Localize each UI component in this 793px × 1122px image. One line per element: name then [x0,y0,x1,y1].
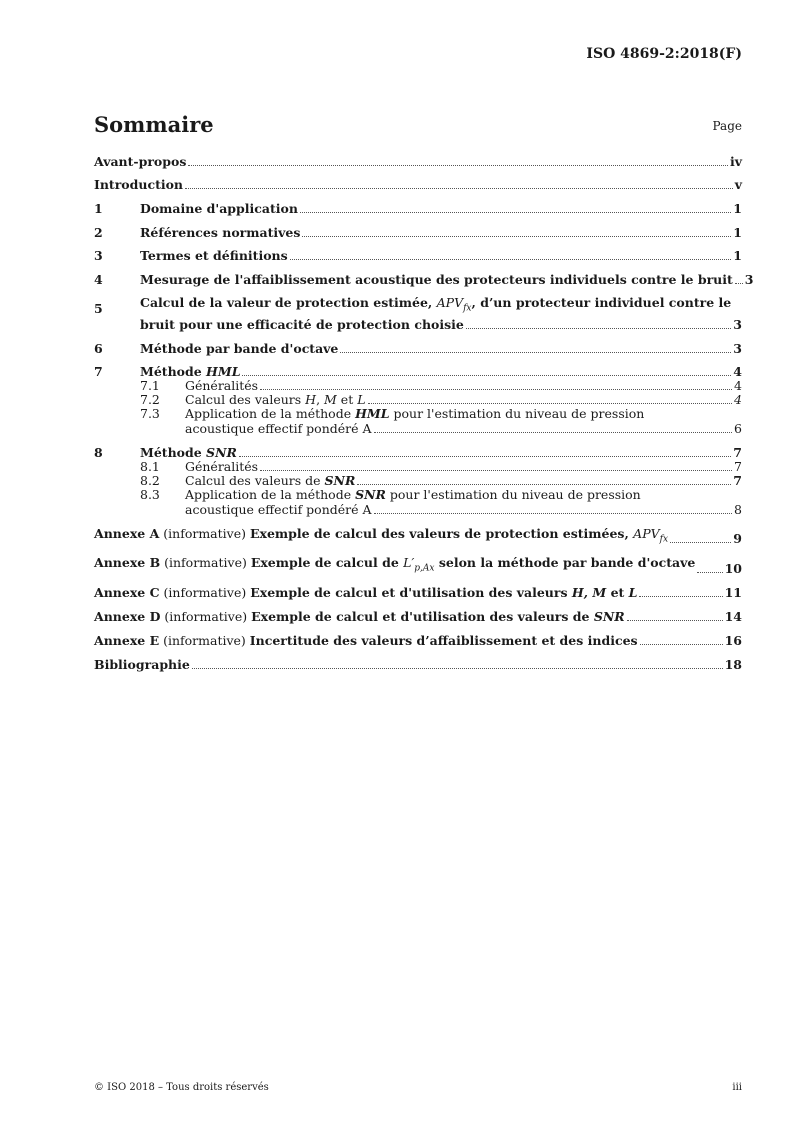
toc-entry-annex-e[interactable]: Annexe E (informative) Incertitude des valeurs d’affaiblissement et des indices 16 [94,632,742,648]
page-column-label: Page [712,119,742,133]
toc-entry-8-1[interactable]: 8.1 Généralités 7 [140,458,742,474]
toc-entry-6[interactable]: 6 Méthode par bande d'octave 3 [94,340,742,356]
toc-entry-bibliographie[interactable]: Bibliographie 18 [94,656,742,672]
toc-entry-7-1[interactable]: 7.1 Généralités 4 [140,377,742,393]
toc-entry-7-3[interactable]: 7.3 Application de la méthode HML pour l'estimation du niveau de pression acoustique effectif pondéré A 6 [140,405,742,436]
toc-title: Sommaire [94,112,214,137]
toc-entry-8-2[interactable]: 8.2 Calcul des valeurs de SNR 7 [140,472,742,488]
toc-entry-introduction[interactable]: Introduction v [94,177,742,192]
footer-copyright: © ISO 2018 – Tous droits réservés [94,1082,269,1093]
toc-entry-avant-propos[interactable]: Avant-propos iv [94,154,742,169]
toc-entry-8[interactable]: 8 Méthode SNR 7 [94,444,742,460]
toc-entry-8-3[interactable]: 8.3 Application de la méthode SNR pour l'estimation du niveau de pression acoustique effectif pondéré A 8 [140,486,742,517]
footer-page-number: iii [732,1082,742,1093]
toc-entry-annex-a[interactable]: Annexe A (informative) Exemple de calcul des valeurs de protection estimées, $APV_{fx}$ 9 [94,525,742,546]
toc-entry-annex-b[interactable]: Annexe B (informative) Exemple de calcul de $L'_{p,Ax}$ selon la méthode par bande d'octave 10 [94,555,742,576]
table-of-contents [94,154,754,672]
toc-entry-5[interactable]: 5 Calcul de la valeur de protection estimée, $APV_{fx}$, d’un protecteur individuel contre le bruit pour une efficacité de protection choisie 3 [94,295,742,332]
toc-entry-annex-d[interactable]: Annexe D (informative) Exemple de calcul et d'utilisation des valeurs de SNR 14 [94,608,742,624]
toc-entry-2[interactable]: 2 Références normatives 1 [94,225,742,240]
toc-entry-3[interactable]: 3 Termes et définitions 1 [94,248,742,263]
toc-entry-1[interactable]: 1 Domaine d'application 1 [94,201,742,216]
toc-entry-annex-c[interactable]: Annexe C (informative) Exemple de calcul et d'utilisation des valeurs H, M et L 11 [94,584,742,600]
document-reference: ISO 4869-2:2018(F) [586,46,742,62]
toc-entry-7[interactable]: 7 Méthode HML 4 [94,363,742,379]
toc-entry-7-2[interactable]: 7.2 Calcul des valeurs H, M et L 4 [140,391,742,407]
toc-entry-4[interactable]: 4 Mesurage de l'affaiblissement acoustique des protecteurs individuels contre le bruit 3 [94,272,754,287]
